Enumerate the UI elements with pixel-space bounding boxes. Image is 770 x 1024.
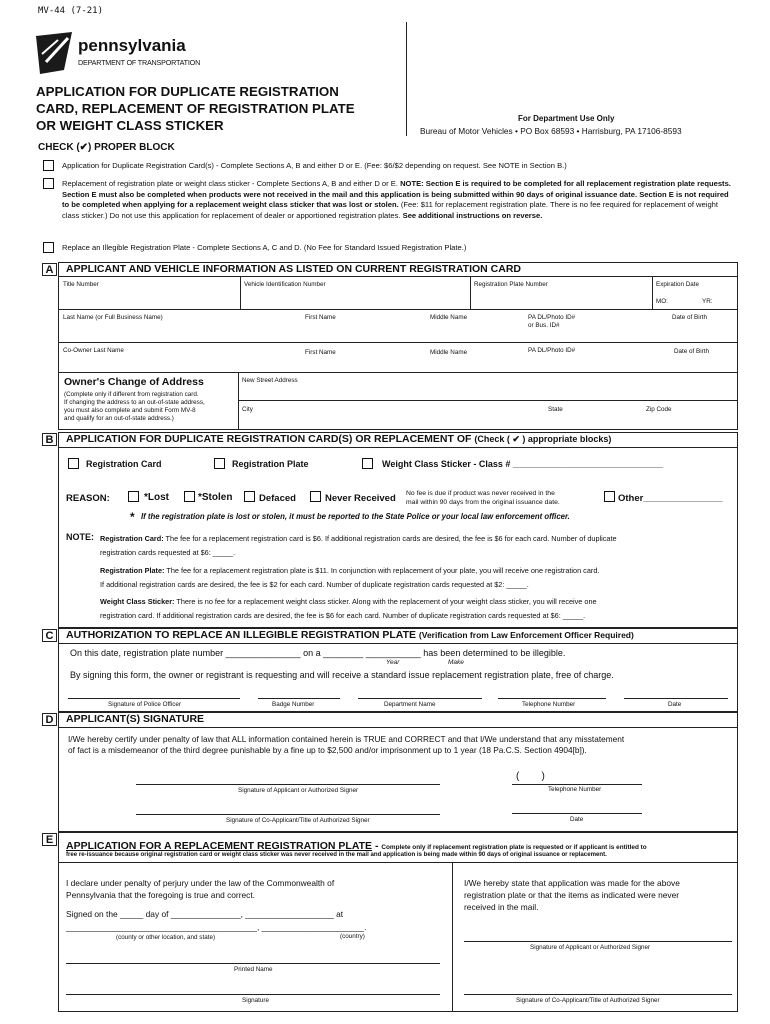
title-number-label: Title Number <box>63 281 99 288</box>
applicant-signature-line[interactable] <box>136 784 440 785</box>
section-b-letter: B <box>42 433 57 446</box>
section-b-heading: APPLICATION FOR DUPLICATE REGISTRATION CARD(S) OR REPLACEMENT OF (Check ( ✔ ) appropriate blocks) <box>66 433 612 445</box>
divider <box>58 276 738 277</box>
reason-lost-checkbox[interactable] <box>128 491 139 502</box>
reason-never-received-checkbox[interactable] <box>310 491 321 502</box>
section-c-year-label: Year <box>386 659 400 666</box>
state-label: State <box>548 406 563 413</box>
coapplicant-signature-line[interactable] <box>136 814 440 815</box>
new-street-label: New Street Address <box>242 377 298 384</box>
last-name-label: Last Name (or Full Business Name) <box>63 314 163 321</box>
e-signature-label: Signature <box>242 997 269 1004</box>
printed-name-label: Printed Name <box>234 966 273 973</box>
divider <box>58 862 738 863</box>
state-line-2: registration plate or that the items as indicated were never <box>464 890 680 900</box>
signed-on-line: Signed on the _____ day of _______________, ___________________ at <box>66 909 344 919</box>
registration-plate-checkbox[interactable] <box>214 458 225 469</box>
applicant-date-line[interactable] <box>512 813 642 814</box>
pa-dl-bus-label: or Bus. ID# <box>528 322 560 329</box>
star-asterisk: * <box>130 510 135 524</box>
weight-sticker-checkbox[interactable] <box>362 458 373 469</box>
no-fee-note-2: mail within 90 days from the original issuance date. <box>406 499 560 506</box>
reason-stolen-label: *Stolen <box>198 492 233 503</box>
badge-label: Badge Number <box>272 701 315 708</box>
bureau-address: Bureau of Motor Vehicles • PO Box 68593 • Harrisburg, PA 17106-8593 <box>420 126 682 136</box>
declare-line-1: I declare under penalty of perjury under the law of the Commonwealth of <box>66 878 335 888</box>
check-block-heading: CHECK (✔) PROPER BLOCK <box>38 142 175 153</box>
divider <box>58 342 738 343</box>
option-illegible-plate-text: Replace an Illegible Registration Plate - Complete Sections A, C and D. (No Fee for Standard Issued Registration Plate.) <box>62 243 467 252</box>
printed-name-line[interactable] <box>66 963 440 964</box>
note-registration-plate: Registration Plate: The fee for a replacement registration plate is $11. In conjunction with replacement of your plate, you will receive one registration card. If additional registration cards are desired, the fee is $2 for each card. Number of duplicate registration cards requested at $2: _____. <box>100 566 600 589</box>
reason-lost-label: *Lost <box>144 492 169 503</box>
note-registration-card: Registration Card: The fee for a replacement registration card is $6. If additional registration cards are desired, the fee is $6 for each card. Number of duplicate registration cards requested at $6: _____. <box>100 534 617 557</box>
zip-label: Zip Code <box>646 406 672 413</box>
co-dob-label: Date of Birth <box>674 348 709 355</box>
e-coapplicant-signature-label: Signature of Co-Applicant/Title of Authorized Signer <box>516 997 660 1004</box>
no-fee-note-1: No fee is due if product was never received in the <box>406 490 555 497</box>
header-divider <box>406 22 407 136</box>
city-label: City <box>242 406 253 413</box>
e-coapplicant-signature-line[interactable] <box>464 994 732 995</box>
divider <box>58 372 738 373</box>
reason-never-received-label: Never Received <box>325 493 396 504</box>
registration-card-checkbox[interactable] <box>68 458 79 469</box>
date-line[interactable] <box>624 698 728 699</box>
reason-defaced-checkbox[interactable] <box>244 491 255 502</box>
logo-pennsylvania: pennsylvania <box>78 36 186 55</box>
certify-statement-1: I/We hereby certify under penalty of law that ALL information contained herein is TRUE and CORRECT and that I/We understand that any misstatement <box>68 734 625 744</box>
e-applicant-signature-label: Signature of Applicant or Authorized Signer <box>530 944 651 951</box>
section-a-heading: APPLICANT AND VEHICLE INFORMATION AS LISTED ON CURRENT REGISTRATION CARD <box>66 263 521 275</box>
applicant-signature-label: Signature of Applicant or Authorized Signer <box>238 787 359 794</box>
note-label: NOTE: <box>66 532 94 542</box>
divider <box>652 276 653 309</box>
expiration-label: Expiration Date <box>656 281 700 288</box>
section-c-letter: C <box>42 629 57 642</box>
section-c-heading: AUTHORIZATION TO REPLACE AN ILLEGIBLE REGISTRATION PLATE (Verification from Law Enforcement Officer Required) <box>66 629 634 641</box>
police-signature-line[interactable] <box>68 698 240 699</box>
divider <box>58 727 738 728</box>
certify-statement-2: of fact is a misdemeanor of the third degree punishable by a fine up to $2,500 and/or imprisonment up to 1 year (18 Pa.C.S. Section 4904[b]). <box>68 745 587 755</box>
pa-keystone-logo-icon <box>34 32 74 74</box>
section-c-line1: On this date, registration plate number _______________ on a ________ ___________ has been determined to be illegible. <box>70 648 566 658</box>
co-pa-dl-label: PA DL/Photo ID# <box>528 347 576 354</box>
reason-stolen-checkbox[interactable] <box>184 491 195 502</box>
reason-other-label: Other_______________ <box>618 493 723 504</box>
section-a-letter: A <box>42 263 57 276</box>
section-c-make-label: Make <box>448 659 464 666</box>
section-d-letter: D <box>42 713 57 726</box>
registration-card-label: Registration Card <box>86 459 162 469</box>
section-e-letter: E <box>42 833 57 846</box>
section-c-line2: By signing this form, the owner or registrant is requesting and will receive a standard issue replacement registration plate, free of charge. <box>70 670 614 680</box>
exp-yr-label: YR: <box>702 298 713 305</box>
applicant-phone-label: Telephone Number <box>548 786 602 793</box>
telephone-label: Telephone Number <box>522 701 576 708</box>
change-address-note-1: (Complete only if different from registration card. <box>64 391 199 398</box>
section-e-heading: APPLICATION FOR A REPLACEMENT REGISTRATION PLATE - Complete only if replacement registration plate is requested or if applicant is entitled to <box>66 840 647 852</box>
logo-department: DEPARTMENT OF TRANSPORTATION <box>78 58 201 67</box>
department-label: Department Name <box>384 701 436 708</box>
badge-line[interactable] <box>258 698 340 699</box>
note-weight-sticker: Weight Class Sticker: There is no fee for a replacement weight class sticker. Along with the replacement of your weight class sticker, you will receive one registration card. If additional registration cards are desired, the fee is $6 for each card. Number of duplicate registration cards requested at $6: _____. <box>100 597 597 620</box>
form-title-3: OR WEIGHT CLASS STICKER <box>36 118 224 133</box>
registration-plate-label: Registration Plate <box>232 459 309 469</box>
divider <box>238 400 738 401</box>
change-address-note-2: If changing the address to an out-of-state address, <box>64 399 205 406</box>
divider <box>238 372 239 430</box>
country-label: (country) <box>340 933 365 940</box>
county-label: (county or other location, and state) <box>116 934 216 941</box>
weight-sticker-label: Weight Class Sticker - Class # ______________________________ <box>382 459 664 469</box>
divider <box>58 309 738 310</box>
middle-name-label: Middle Name <box>430 314 468 321</box>
change-address-note-3: you must also complete and submit Form MV-8 <box>64 407 196 414</box>
location-line: _________________________________________, ______________________. <box>66 922 367 932</box>
declare-line-2: Pennsylvania that the foregoing is true and correct. <box>66 890 256 900</box>
co-first-name-label: First Name <box>305 349 336 356</box>
vin-label: Vehicle Identification Number <box>244 281 326 288</box>
reason-other-checkbox[interactable] <box>604 491 615 502</box>
option-illegible-plate-checkbox[interactable] <box>43 242 54 253</box>
pa-dl-label: PA DL/Photo ID# <box>528 314 576 321</box>
section-d-heading: APPLICANT(S) SIGNATURE <box>66 713 205 725</box>
state-line-1: I/We hereby state that application was made for the above <box>464 878 680 888</box>
option-duplicate-card-checkbox[interactable] <box>43 160 54 171</box>
star-note: If the registration plate is lost or stolen, it must be reported to the State Police or your local law enforcement officer. <box>141 512 570 521</box>
option-replacement-plate-text: Replacement of registration plate or weight class sticker - Complete Sections A, B and either D or E. NOTE: Section E is required to be completed for all replacement registration plate requests. Section E must also be completed when products were not received in the mail and this application is being submitted within 90 days of original issuance date. Section E is not required to be completed when applying for a replacement weight class sticker that was lost or stolen. (Fee: $11 for replacement registration plate. There is no fee required for replacement of weight class sticker.) Do not use this application for replacement of dealer or apportioned registration plates. See additional instructions on reverse. <box>62 179 731 220</box>
divider <box>58 447 738 448</box>
police-signature-label: Signature of Police Officer <box>108 701 182 708</box>
form-title-1: APPLICATION FOR DUPLICATE REGISTRATION <box>36 84 339 99</box>
department-line[interactable] <box>358 698 482 699</box>
applicant-date-label: Date <box>570 816 584 823</box>
exp-mo-label: MO: <box>656 298 668 305</box>
phone-parens: ( ) <box>516 771 545 782</box>
state-line-3: received in the mail. <box>464 902 539 912</box>
divider <box>58 643 738 644</box>
co-middle-name-label: Middle Name <box>430 349 468 356</box>
divider <box>470 276 471 309</box>
date-label: Date <box>668 701 682 708</box>
section-e-divider <box>452 862 453 1012</box>
option-duplicate-card-text: Application for Duplicate Registration Card(s) - Complete Sections A, B and either D or E. (Fee: $6/$2 depending on request. See NOTE in Section B.) <box>62 161 567 170</box>
form-title-2: CARD, REPLACEMENT OF REGISTRATION PLATE <box>36 101 355 116</box>
dob-label: Date of Birth <box>672 314 707 321</box>
dept-use-label: For Department Use Only <box>518 114 615 123</box>
change-address-note-4: and qualify for an out-of-state address.) <box>64 415 174 422</box>
coapplicant-signature-label: Signature of Co-Applicant/Title of Authorized Signer <box>226 817 370 824</box>
change-address-heading: Owner's Change of Address <box>64 376 204 388</box>
option-replacement-plate-checkbox[interactable] <box>43 178 54 189</box>
reason-label: REASON: <box>66 493 110 504</box>
divider <box>240 276 241 309</box>
plate-number-label: Registration Plate Number <box>474 281 548 288</box>
e-signature-line[interactable] <box>66 994 440 995</box>
e-applicant-signature-line[interactable] <box>464 941 732 942</box>
co-last-name-label: Co-Owner Last Name <box>63 347 124 354</box>
telephone-line[interactable] <box>498 698 606 699</box>
section-e-heading-note-2: free re-issuance because original registration card or weight class sticker was never received in the mail and application is being made within 90 days of original issuance or replacement. <box>66 851 607 858</box>
first-name-label: First Name <box>305 314 336 321</box>
form-number: MV-44 (7-21) <box>38 6 104 16</box>
applicant-phone-line[interactable] <box>512 784 642 785</box>
reason-defaced-label: Defaced <box>259 493 296 504</box>
